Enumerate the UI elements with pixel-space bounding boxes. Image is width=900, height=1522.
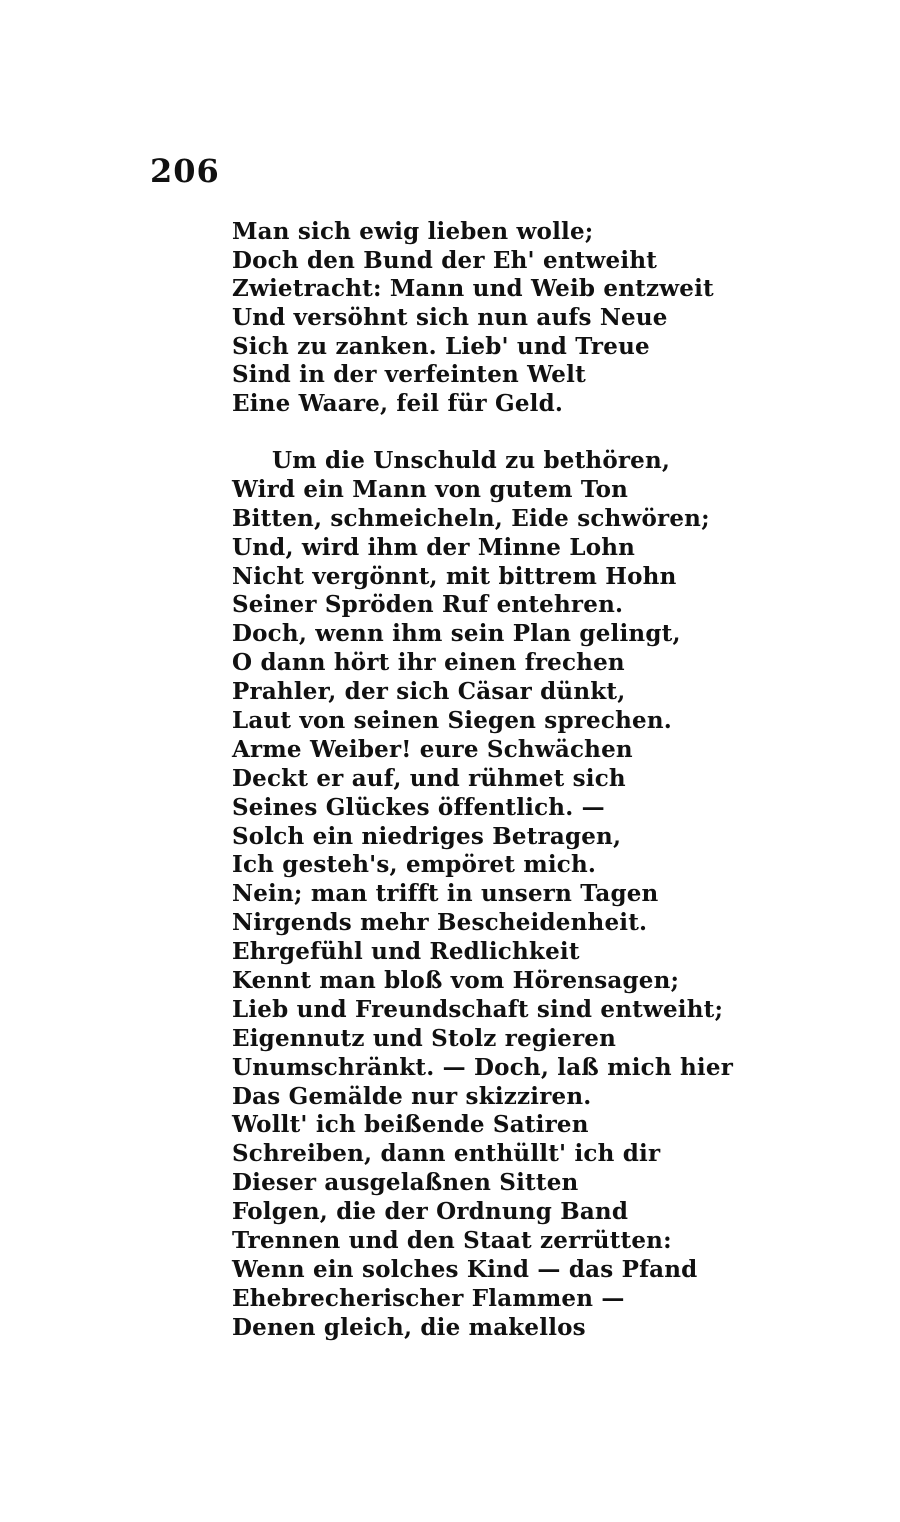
verse-line: Und versöhnt sich nun aufs Neue	[232, 304, 668, 332]
verse-line: Doch, wenn ihm sein Plan gelingt,	[232, 620, 681, 648]
verse-line: Und, wird ihm der Minne Lohn	[232, 533, 636, 561]
verse-line: O dann hört ihr einen frechen	[232, 649, 625, 677]
verse-line: Seiner Spröden Ruf entehren.	[232, 591, 624, 619]
verse-line: Eigennutz und Stolz regieren	[232, 1024, 617, 1052]
verse-line: Sind in der verfeinten Welt	[232, 361, 586, 389]
verse-line: Dieser ausgelaßnen Sitten	[232, 1169, 579, 1197]
verse-line: Deckt er auf, und rühmet sich	[232, 764, 626, 792]
stanza-2	[232, 447, 733, 1343]
verse-line: Wenn ein solches Kind — das Pfand	[232, 1255, 698, 1283]
page-number: 206	[150, 152, 220, 190]
verse-line: Trennen und den Staat zerrütten:	[232, 1227, 672, 1255]
verse-line: Nicht vergönnt, mit bittrem Hohn	[232, 562, 677, 590]
verse-line: Ehrgefühl und Redlichkeit	[232, 938, 580, 966]
stanza-1	[232, 218, 714, 419]
verse-line: Prahler, der sich Cäsar dünkt,	[232, 678, 626, 706]
verse-line: Zwietracht: Mann und Weib entzweit	[232, 275, 714, 303]
verse-line: Wird ein Mann von gutem Ton	[232, 475, 629, 503]
verse-line: Unumschränkt. — Doch, laß mich hier	[232, 1053, 734, 1081]
verse-line: Eine Waare, feil für Geld.	[232, 390, 564, 418]
verse-line: Sich zu zanken. Lieb' und Treue	[232, 332, 650, 360]
verse-line: Wollt' ich beißende Satiren	[232, 1111, 589, 1139]
verse-line: Lieb und Freundschaft sind entweiht;	[232, 995, 724, 1023]
verse-line: Nein; man trifft in unsern Tagen	[232, 880, 659, 908]
verse-line: Seines Glückes öffentlich. —	[232, 793, 605, 821]
verse-line: Arme Weiber! eure Schwächen	[232, 735, 633, 763]
verse-line: Um die Unschuld zu bethören,	[272, 447, 671, 474]
verse-line: Ich gesteh's, empöret mich.	[232, 851, 597, 879]
verse-line: Ehebrecherischer Flammen —	[232, 1284, 625, 1312]
verse-line: Doch den Bund der Eh' entweiht	[232, 246, 658, 274]
verse-line: Solch ein niedriges Betragen,	[232, 822, 622, 850]
verse-line: Kennt man bloß vom Hörensagen;	[232, 967, 680, 995]
verse-line: Denen gleich, die makellos	[232, 1313, 586, 1341]
verse-line: Man sich ewig lieben wolle;	[232, 218, 594, 245]
verse-line: Nirgends mehr Bescheidenheit.	[232, 909, 648, 937]
verse-line: Laut von seinen Siegen sprechen.	[232, 707, 672, 735]
verse-line: Folgen, die der Ordnung Band	[232, 1198, 629, 1226]
verse-line: Bitten, schmeicheln, Eide schwören;	[232, 504, 710, 532]
verse-line: Das Gemälde nur skizziren.	[232, 1082, 592, 1110]
verse-line: Schreiben, dann enthüllt' ich dir	[232, 1140, 661, 1168]
